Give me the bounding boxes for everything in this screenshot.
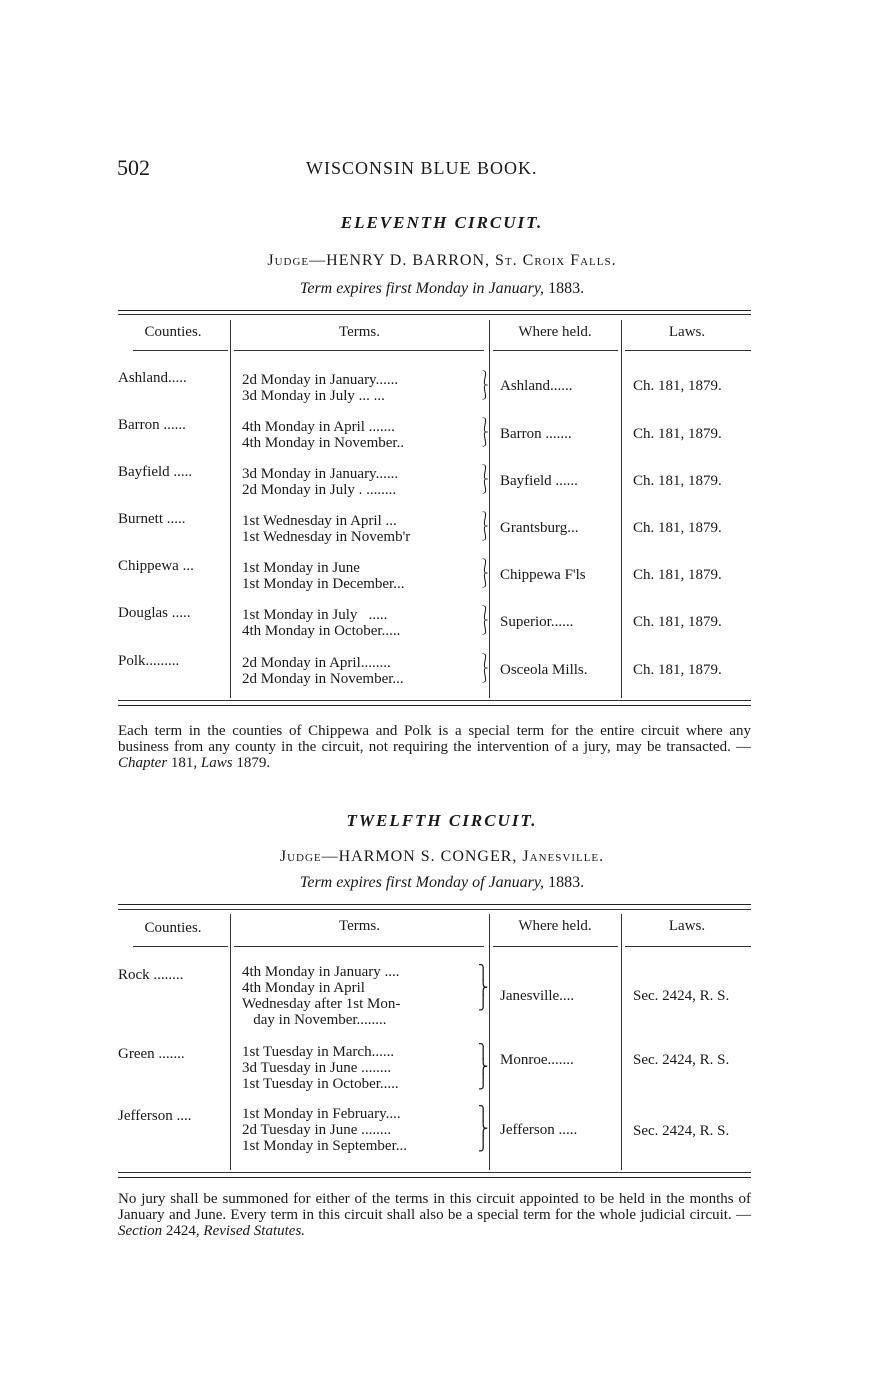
term-line: 2d Monday in January...... [242,372,399,388]
header-underline [625,350,751,351]
note-text: No jury shall be summoned for either of the terms in this circuit appointed to be held in the months of January and June. Every term in this circuit shall also be a special term for the whole judicial circuit. — [118,1191,751,1223]
term-line: 1st Monday in July ..... [242,607,388,623]
law-cell: Ch. 181, 1879. [633,567,722,583]
law-cell: Ch. 181, 1879. [633,426,722,442]
term-line: 1st Monday in June [242,560,360,576]
terms-cell [242,372,398,404]
where-cell: Jefferson ..... [500,1122,578,1138]
twelfth-note [118,1191,751,1239]
col-divider [489,914,490,1170]
term-expires-text: Term expires first Monday in January, [299,280,545,297]
twelfth-judge [0,848,884,866]
term-line: 4th Monday in April [242,980,365,996]
law-cell: Ch. 181, 1879. [633,614,722,630]
col-header-counties: Counties. [144,324,202,340]
term-line: 2d Monday in July . ........ [242,482,397,498]
term-line: 3d Monday in January...... [242,466,399,482]
note-citation: Revised Statutes. [203,1223,306,1239]
term-line: day in November........ [242,1012,387,1028]
col-divider [230,320,231,698]
note-citation: Chapter [118,755,168,771]
col-divider [621,914,622,1170]
term-line: 3d Monday in July ... ... [242,388,385,404]
header-underline [133,946,228,947]
brace: ⎫ ⎬ ⎭ [478,966,489,1011]
running-title: WISCONSIN BLUE BOOK. [306,158,538,178]
header-underline [133,350,228,351]
judge-prefix: Judge [279,848,322,865]
col-header-where: Where held. [518,324,592,340]
term-line: 4th Monday in October..... [242,623,408,639]
col-header-laws: Laws. [668,324,706,340]
terms-cell [242,964,400,1028]
term-line: 3d Tuesday in June ........ [242,1060,392,1076]
where-cell: Ashland...... [500,378,573,394]
note-number: 181, [170,755,198,771]
terms-cell [242,1044,399,1092]
eleventh-note [118,723,751,771]
terms-cell [242,655,404,687]
twelfth-circuit-title: TWELFTH CIRCUIT. [346,811,538,830]
county-cell: Bayfield ..... [118,464,193,480]
col-divider [621,320,622,698]
terms-cell [242,513,410,545]
county-cell: Barron ...... [118,417,186,433]
terms-cell [242,560,404,592]
brace: ⎱ ⎰ [478,560,492,589]
col-header-counties: Counties. [144,920,202,936]
term-line: 4th Monday in November.. [242,435,405,451]
where-cell: Superior...... [500,614,574,630]
judge-name: —HARMON S. CONGER, [321,848,518,865]
terms-cell [242,1106,407,1154]
term-line: 2d Monday in November... [242,671,404,687]
twelfth-term-expires [0,874,884,892]
county-cell: Douglas ..... [118,605,191,621]
where-cell: Monroe....... [500,1052,574,1068]
county-cell: Green ....... [118,1046,185,1062]
header-underline [234,350,484,351]
header-underline [625,946,751,947]
note-year: 1879. [236,755,271,771]
note-citation: Section [118,1223,163,1239]
term-year: 1883. [548,874,585,891]
table-top-rule-thin [118,909,751,910]
county-cell: Jefferson .... [118,1108,192,1124]
brace: ⎱ ⎰ [478,655,492,684]
county-cell: Polk......... [118,653,180,669]
law-cell: Ch. 181, 1879. [633,520,722,536]
table-bottom-rule [118,1177,751,1178]
term-line: 2d Tuesday in June ........ [242,1122,392,1138]
term-line: 1st Wednesday in Novemb'r [242,529,411,545]
where-cell: Grantsburg... [500,520,579,536]
term-line: 4th Monday in January .... [242,964,400,980]
county-cell: Ashland..... [118,370,187,386]
brace: ⎱ ⎰ [478,513,492,542]
term-line: 1st Tuesday in March...... [242,1044,395,1060]
table-top-rule [118,310,751,311]
brace: ⎱ ⎰ [478,466,492,495]
county-cell: Chippewa ... [118,558,194,574]
eleventh-judge [0,252,884,270]
county-cell: Burnett ..... [118,511,186,527]
brace: ⎫ ⎬ ⎭ [478,1045,489,1090]
note-number: 2424, [165,1223,200,1239]
col-header-laws: Laws. [668,918,706,934]
table-bottom-rule [118,705,751,706]
where-cell: Osceola Mills. [500,662,588,678]
brace: ⎱ ⎰ [478,419,492,448]
where-cell: Janesville.... [500,988,575,1004]
col-header-terms: Terms. [338,918,381,934]
brace: ⎫ ⎬ ⎭ [478,1107,489,1152]
term-expires-text: Term expires first Monday of January, [299,874,545,891]
term-year: 1883. [548,280,585,297]
note-text: Each term in the counties of Chippewa and Polk is a special term for the entire circuit where any business from any county in the circuit, not requiring the intervention of a jury, may be transacted. — [118,723,751,755]
law-cell: Ch. 181, 1879. [633,473,722,489]
col-header-terms: Terms. [338,324,381,340]
brace: ⎱ ⎰ [478,607,492,636]
eleventh-circuit-title: ELEVENTH CIRCUIT. [340,213,544,232]
table-bottom-rule-thin [118,1172,751,1173]
term-line: 1st Monday in September... [242,1138,407,1154]
header-underline [493,350,618,351]
table-top-rule-thin [118,314,751,315]
judge-place: St. Croix Falls. [495,252,617,269]
judge-prefix: Judge [267,252,310,269]
law-cell: Ch. 181, 1879. [633,662,722,678]
law-cell: Sec. 2424, R. S. [633,1052,730,1068]
term-line: 1st Monday in December... [242,576,405,592]
header-underline [234,946,484,947]
term-line: 1st Wednesday in April ... [242,513,397,529]
page-number: 502 [117,155,150,180]
table-bottom-rule-thin [118,700,751,701]
note-citation: Laws [200,755,233,771]
col-divider [230,914,231,1170]
term-line: 1st Monday in February.... [242,1106,401,1122]
eleventh-term-expires [0,280,884,298]
term-line: 4th Monday in April ....... [242,419,395,435]
county-cell: Rock ........ [118,967,184,983]
brace: ⎱ ⎰ [478,372,492,401]
table-top-rule [118,904,751,905]
law-cell: Sec. 2424, R. S. [633,1123,730,1139]
term-line: Wednesday after 1st Mon- [242,996,401,1012]
where-cell: Bayfield ...... [500,473,578,489]
judge-name: —HENRY D. BARRON, [309,252,491,269]
terms-cell [242,466,398,498]
law-cell: Sec. 2424, R. S. [633,988,730,1004]
header-underline [493,946,618,947]
terms-cell [242,607,408,639]
where-cell: Chippewa F'ls [500,567,586,583]
judge-place: Janesville. [522,848,605,865]
terms-cell [242,419,404,451]
col-header-where: Where held. [518,918,592,934]
term-line: 1st Tuesday in October..... [242,1076,399,1092]
term-line: 2d Monday in April........ [242,655,391,671]
where-cell: Barron ....... [500,426,572,442]
law-cell: Ch. 181, 1879. [633,378,722,394]
